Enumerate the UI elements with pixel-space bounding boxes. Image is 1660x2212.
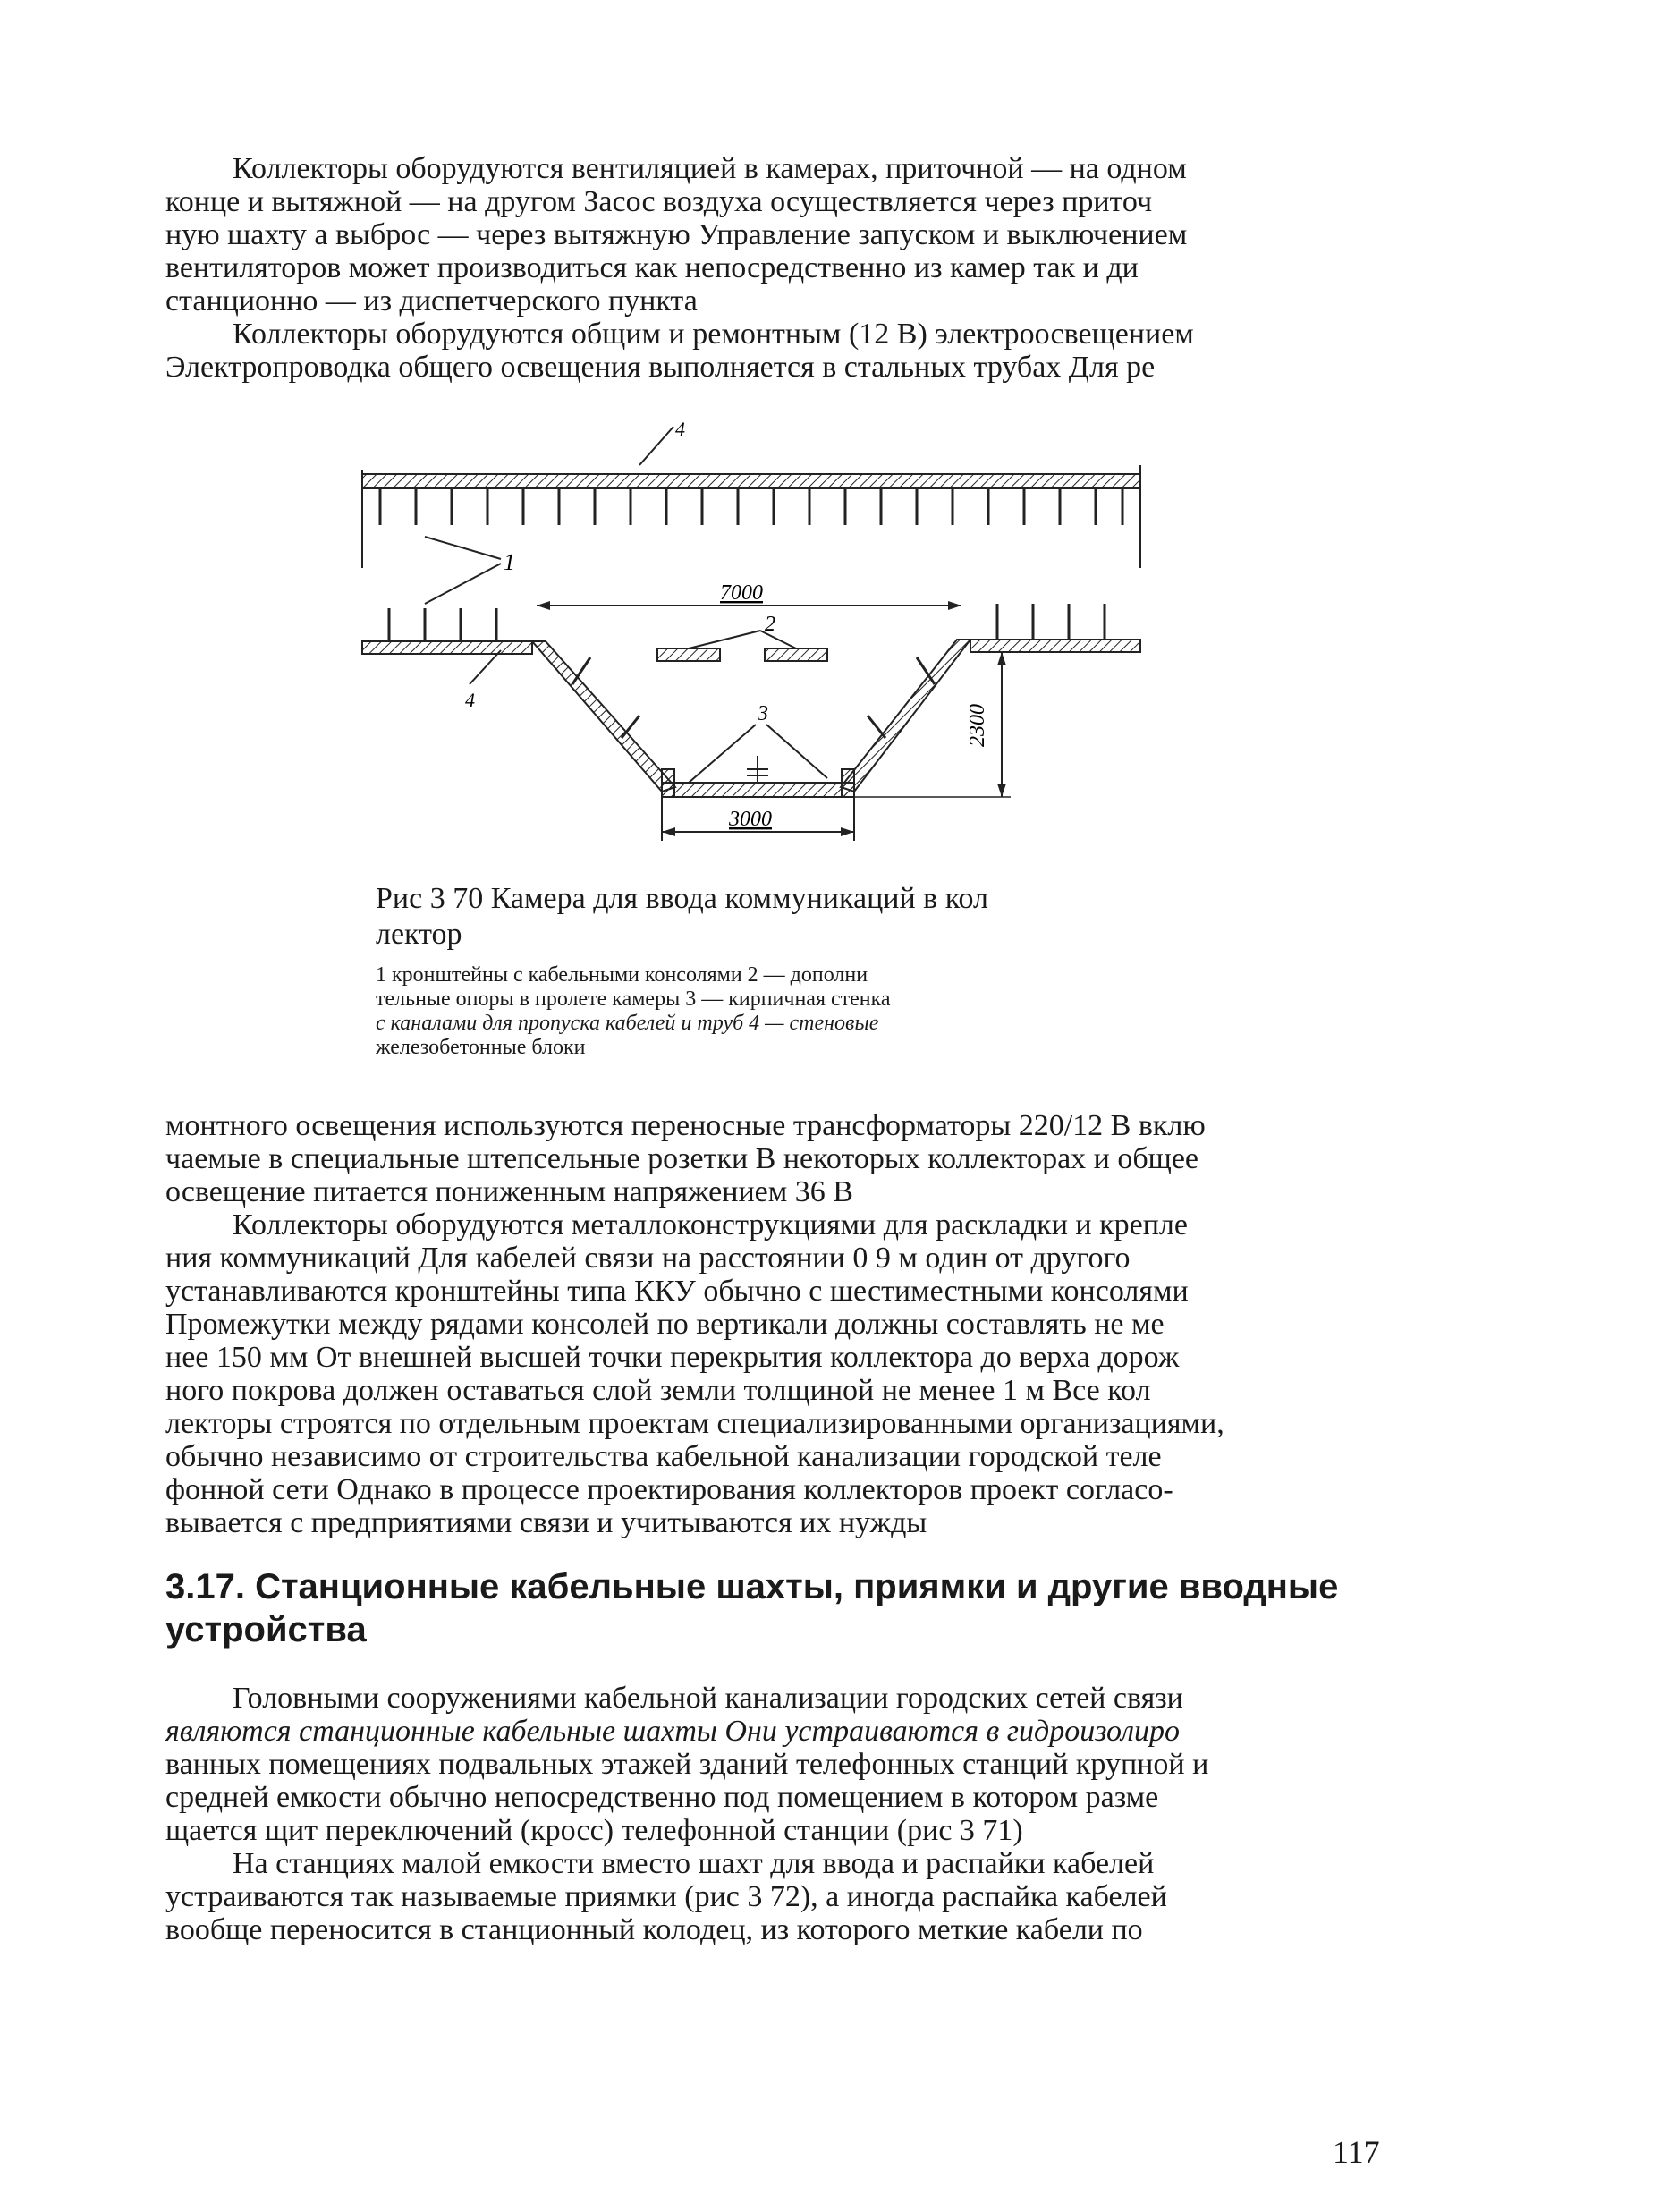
section-heading: [165, 1565, 1418, 1651]
legend-line: железобетонные блоки: [376, 1036, 586, 1059]
text-line: Коллекторы оборудуются общим и ремонтным (12 В) электроосвещением: [233, 318, 1194, 351]
left-slope-wall: [532, 641, 675, 792]
label-1: 1: [504, 549, 515, 575]
text-line: являются станционные кабельные шахты Они устраиваются в гидроизолиро: [165, 1715, 1181, 1748]
label-4-left: 4: [465, 689, 475, 711]
text-line: устанавливаются кронштейны типа ККУ обычно с шестиместными консолями: [165, 1275, 1189, 1308]
chamber-drawing: [353, 416, 1158, 863]
text-line: конце и вытяжной — на другом Засос воздуха осуществляется через приточ: [165, 185, 1153, 218]
paragraph-shafts: [165, 1682, 1395, 1847]
legend-line: с каналами для пропуска кабелей и труб 4 — стеновые: [376, 1012, 879, 1035]
text-line: щается щит переключений (кросс) телефонной станции (рис 3 71): [165, 1814, 1023, 1847]
text-line: Головными сооружениями кабельной канализации городских сетей связи: [233, 1682, 1183, 1715]
text-line: ния коммуникаций Для кабелей связи на расстоянии 0 9 м один от другого: [165, 1242, 1131, 1275]
legend-line: тельные опоры в пролете камеры 3 — кирпичная стенка: [376, 987, 891, 1011]
text-line: обычно независимо от строительства кабельной канализации городской теле: [165, 1440, 1162, 1473]
dimension-2300: 2300: [966, 704, 989, 747]
heading-line: устройства: [165, 1610, 367, 1649]
text-line: ного покрова должен оставаться слой земли толщиной не менее 1 м Все кол: [165, 1374, 1151, 1407]
text-line: освещение питается пониженным напряжением 36 В: [165, 1175, 853, 1208]
left-lower-wall: [362, 641, 532, 654]
heading-line: 3.17. Станционные кабельные шахты, приямки и другие вводные: [165, 1567, 1339, 1606]
paragraph-ventilation: [165, 152, 1395, 318]
page-number: 117: [1333, 2134, 1380, 2170]
figure-chamber-diagram: [353, 416, 1158, 863]
text-line: лекторы строятся по отдельным проектам специализированными организациями,: [165, 1407, 1224, 1440]
paragraph-small-stations: [165, 1847, 1395, 1946]
right-slope-wall: [841, 640, 970, 792]
figure-caption: [376, 881, 1145, 1060]
text-line: ванных помещениях подвальных этажей зданий телефонных станций крупной и: [165, 1748, 1209, 1781]
text-line: фонной сети Однако в процессе проектирования коллекторов проект согласо-: [165, 1473, 1173, 1506]
dimension-7000: 7000: [720, 581, 763, 605]
text-line: станционно — из диспетчерского пункта: [165, 284, 698, 318]
paragraph-structures: [165, 1208, 1395, 1539]
text-line: Электропроводка общего освещения выполняется в стальных трубах Для ре: [165, 351, 1156, 384]
text-line: Промежутки между рядами консолей по вертикали должны составлять не ме: [165, 1308, 1165, 1341]
top-wall-block: [362, 474, 1140, 488]
text-line: вентиляторов может производиться как непосредственно из камер так и ди: [165, 251, 1139, 284]
text-line: Коллекторы оборудуются металлоконструкциями для раскладки и крепле: [233, 1208, 1188, 1242]
caption-line: лектор: [376, 918, 462, 951]
paragraph-lighting-cont: [165, 1109, 1395, 1208]
bottom-wall: [662, 783, 854, 797]
extra-support-left: [657, 648, 720, 661]
legend-line: 1 кронштейны с кабельными консолями 2 — дополни: [376, 963, 868, 987]
paragraph-lighting: [165, 318, 1395, 384]
text-line: ную шахту а выброс — через вытяжную Управление запуском и выключением: [165, 218, 1188, 251]
text-line: устраиваются так называемые приямки (рис 3 72), а иногда распайка кабелей: [165, 1880, 1167, 1913]
text-line: нее 150 мм От внешней высшей точки перекрытия коллектора до верха дорож: [165, 1341, 1180, 1374]
top-brackets: [380, 488, 1122, 525]
text-line: Коллекторы оборудуются вентиляцией в камерах, приточной — на одном: [233, 152, 1187, 185]
dimension-3000: 3000: [729, 808, 772, 831]
text-line: средней емкости обычно непосредственно под помещением в котором разме: [165, 1781, 1159, 1814]
text-line: На станциях малой емкости вместо шахт для ввода и распайки кабелей: [233, 1847, 1155, 1880]
caption-line: Рис 3 70 Камера для ввода коммуникаций в кол: [376, 882, 989, 915]
text-line: монтного освещения используются переносные трансформаторы 220/12 В вклю: [165, 1109, 1206, 1142]
text-line: вообще переносится в станционный колодец, из которого меткие кабели по: [165, 1913, 1143, 1946]
label-4-top: 4: [675, 418, 685, 440]
right-lower-wall: [970, 640, 1140, 652]
text-line: чаемые в специальные штепсельные розетки В некоторых коллекторах и общее: [165, 1142, 1199, 1175]
caption-legend: [376, 963, 1145, 1060]
extra-support-right: [765, 648, 827, 661]
caption-title: [376, 881, 1145, 953]
label-3: 3: [758, 702, 768, 725]
text-line: вывается с предприятиями связи и учитываются их нужды: [165, 1506, 927, 1539]
label-2: 2: [765, 613, 775, 636]
